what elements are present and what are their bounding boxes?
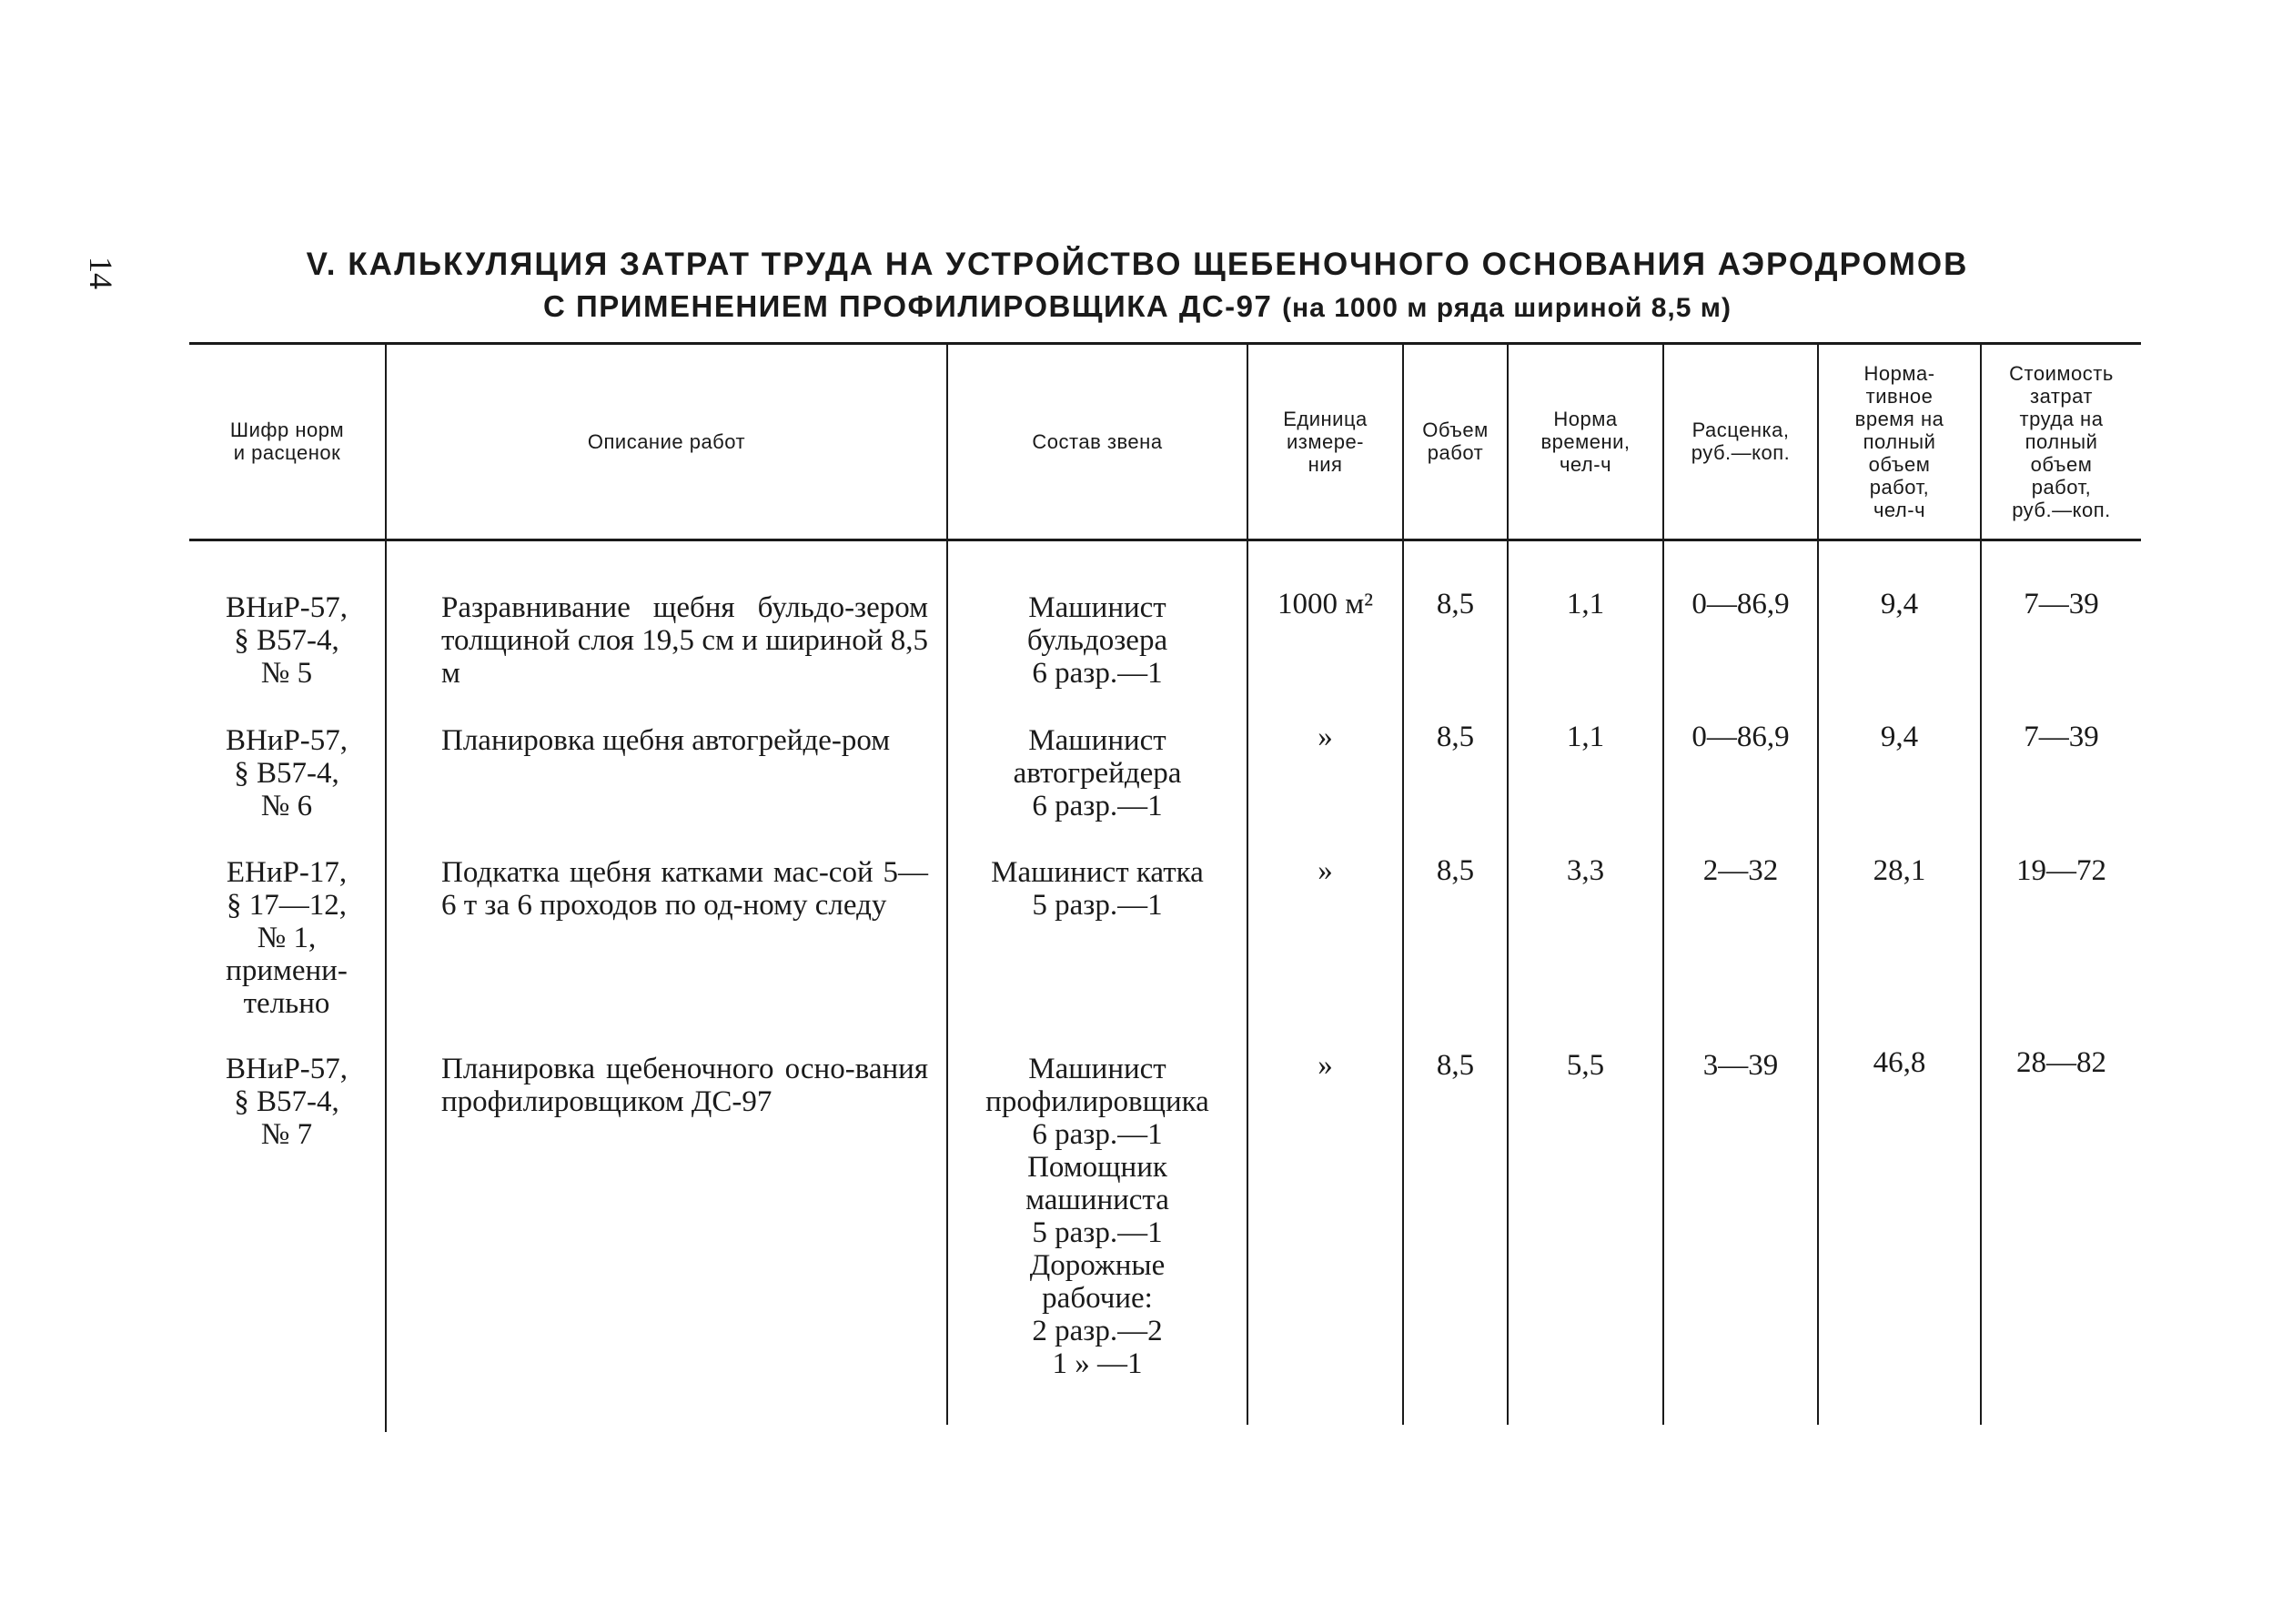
row-description: Разравнивание щебня бульдо-зером толщиной слоя 19,5 см и шириной 8,5 м	[441, 591, 928, 690]
title-line-1: V. КАЛЬКУЛЯЦИЯ ЗАТРАТ ТРУДА НА УСТРОЙСТВО ЩЕБЕНОЧНОГО ОСНОВАНИЯ АЭРОДРОМОВ	[306, 247, 1969, 282]
row-volume: 8,5	[1436, 588, 1475, 620]
header-crew: Состав звена	[1032, 429, 1163, 453]
row-norm: 5,5	[1566, 1049, 1605, 1082]
row-crew: Машинист бульдозера 6 разр.—1	[1026, 591, 1168, 690]
page-number: 14	[83, 257, 119, 289]
row-code: ВНиР-57, § В57-4, № 6	[225, 724, 348, 822]
row-rate: 0—86,9	[1691, 588, 1790, 620]
row-unit: »	[1318, 854, 1333, 887]
header-total-time: Норма- тивное время на полный объем работ, чел-ч	[1854, 361, 1944, 521]
row-rate: 0—86,9	[1691, 721, 1790, 753]
header-code: Шифр норм и расценок	[229, 419, 345, 464]
title-line-2	[182, 286, 2093, 329]
row-total-time: 9,4	[1880, 588, 1919, 620]
row-rate: 2—32	[1702, 854, 1779, 887]
row-total-time: 28,1	[1873, 854, 1926, 887]
row-code: ЕНиР-17, § 17—12, № 1, примени- тельно	[226, 856, 348, 1020]
title-line-2-paren: (на 1000 м ряда шириной 8,5 м)	[1282, 293, 1732, 323]
row-total-time: 46,8	[1873, 1046, 1926, 1079]
row-crew: Машинист катка 5 разр.—1	[991, 856, 1204, 922]
document-title	[182, 244, 2093, 329]
row-cost: 7—39	[2024, 588, 2099, 620]
row-unit: 1000 м²	[1277, 588, 1374, 620]
header-volume: Объем работ	[1422, 419, 1489, 464]
header-unit: Единица измере- ния	[1283, 407, 1368, 476]
row-volume: 8,5	[1436, 721, 1475, 753]
row-description: Подкатка щебня катками мас-сой 5—6 т за 6 проходов по од-ному следу	[441, 856, 928, 922]
row-norm: 3,3	[1566, 854, 1605, 887]
header-bottom-rule	[189, 539, 2141, 541]
row-code: ВНиР-57, § В57-4, № 5	[225, 591, 348, 690]
row-norm: 1,1	[1566, 721, 1605, 753]
header-cost: Стоимость затрат труда на полный объем работ, руб.—коп.	[2009, 361, 2114, 521]
table-top-rule	[189, 342, 2141, 345]
header-norm: Норма времени, чел-ч	[1540, 407, 1631, 476]
row-volume: 8,5	[1436, 854, 1475, 887]
row-cost: 19—72	[2016, 854, 2106, 887]
row-total-time: 9,4	[1880, 721, 1919, 753]
row-volume: 8,5	[1436, 1049, 1475, 1082]
row-rate: 3—39	[1702, 1049, 1779, 1082]
row-cost: 7—39	[2024, 721, 2099, 753]
row-crew: Машинист автогрейдера 6 разр.—1	[1013, 724, 1182, 822]
header-rate: Расценка, руб.—коп.	[1691, 419, 1791, 464]
row-norm: 1,1	[1566, 588, 1605, 620]
row-description: Планировка щебеночного осно-вания профилировщиком ДС-97	[441, 1053, 928, 1118]
row-code: ВНиР-57, § В57-4, № 7	[225, 1053, 348, 1151]
title-line-2-main: С ПРИМЕНЕНИЕМ ПРОФИЛИРОВЩИКА ДС-97	[543, 289, 1273, 323]
row-crew: Машинист профилировщика 6 разр.—1 Помощник машиниста 5 разр.—1 Дорожные рабочие: 2 разр.—2 1 » —1	[985, 1053, 1209, 1380]
row-description: Планировка щебня автогрейде-ром	[441, 724, 891, 757]
row-unit: »	[1318, 1049, 1333, 1082]
header-description: Описание работ	[587, 429, 746, 453]
row-cost: 28—82	[2016, 1046, 2106, 1079]
row-unit: »	[1318, 721, 1333, 753]
